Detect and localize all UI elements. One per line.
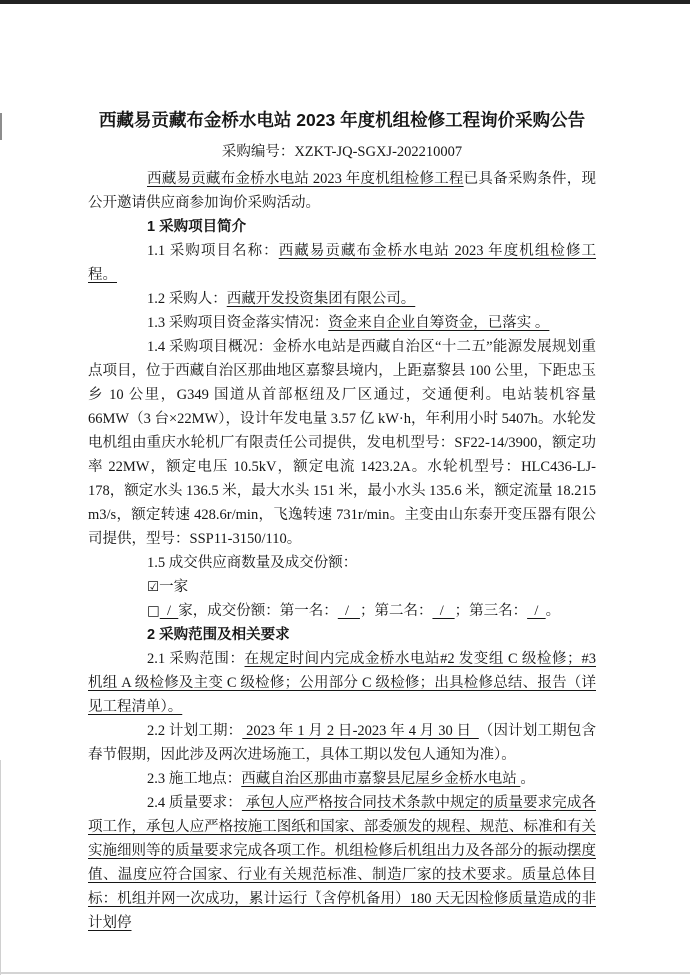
text-run: 西藏易贡藏布金桥水电站 2023 年度机组检修工程。: [88, 243, 597, 283]
text-run: 资金来自企业自筹资金，已落实 。: [328, 315, 550, 331]
item-1-4-project-overview: [88, 335, 596, 551]
option-one-supplier: [88, 575, 596, 599]
text-run: 2.3 施工地点：: [147, 771, 242, 787]
text-run: 2023 年 1 月 2 日-2023 年 4 月 30 日: [242, 723, 479, 739]
text-run: 1.5 成交供应商数量及成交份额：: [147, 555, 358, 571]
text-run: ；第三名：: [454, 603, 528, 619]
text-run: 已具备采购条件，现公开邀请供应商参加询价采购活动。: [88, 171, 597, 211]
option-multiple-suppliers: [88, 599, 596, 623]
item-1-3-funding: [88, 311, 596, 335]
scan-artifact-top-bar: [0, 0, 690, 4]
text-run: 。: [520, 771, 535, 787]
text-run: 西藏易贡藏布金桥水电站 2023 年度机组检修工程询价采购公告: [98, 110, 586, 130]
scan-artifact-left-hairline: [0, 760, 1, 975]
text-run: ；第二名：: [359, 603, 433, 619]
section-1-heading: [88, 215, 596, 239]
text-run: 一家: [159, 579, 189, 595]
item-2-4-quality: [88, 791, 596, 935]
text-run: 1.2 采购人：: [147, 291, 227, 307]
item-1-5-supplier-count: [88, 551, 596, 575]
intro-paragraph: [88, 167, 596, 215]
text-run: /: [337, 603, 360, 619]
item-2-3-location: [88, 767, 596, 791]
scan-artifact-bottom-line: [0, 972, 690, 974]
checkbox-unchecked-icon: □: [147, 603, 160, 619]
section-2-heading: [88, 623, 596, 647]
checkbox-checked-icon: ☑: [147, 579, 160, 595]
text-run: 2.4 质量要求：: [147, 795, 242, 811]
text-run: 1.4 采购项目概况：金桥水电站是西藏自治区“十二五”能源发展规划重点项目，位于西藏自治区那曲地区嘉黎县境内，上距嘉黎县 100 公里，下距忠玉乡 10 公里，G349 国道从首部枢纽及厂区通过，交通便利。电站装机容量 66MW（3 台×22MW），设计年发电量 3.57 亿 kW·h，年利用小时 5407h。水轮发电机组由重庆水轮机厂有限责任公司提供，发电机型号：SF22-14/3900，额定功率 22MW，额定电压 10.5kV，额定电流 1423.2A。水轮机型号：HLC436-LJ-178，额定水头 136.5 米，最大水头 151 米，最小水头 135.6 米，额定流量 18.215 m3/s，额定转速 428.6r/min，飞逸转速 731r/min。主变由山东泰开变压器有限公司提供，型号：SSP11-3150/110。: [88, 339, 596, 547]
text-run: 1.3 采购项目资金落实情况：: [147, 315, 329, 331]
item-1-1-project-name: [88, 239, 596, 287]
text-run: /: [432, 603, 455, 619]
item-2-1-scope: [88, 647, 596, 719]
item-2-2-schedule: [88, 719, 596, 767]
text-run: /: [159, 603, 179, 619]
text-run: 2.1 采购范围：: [147, 651, 245, 667]
text-run: 西藏开发投资集团有限公司。: [226, 291, 416, 307]
text-run: 采购编号：XZKT-JQ-SGXJ-202210007: [221, 144, 463, 160]
text-run: 。: [545, 603, 561, 619]
text-run: 2.2 计划工期：: [147, 723, 243, 739]
text-run: 承包人应严格按合同技术条款中规定的质量要求完成各项工作，承包人应严格按施工图纸和国家、部委颁发的规程、规范、标准和有关实施细则等的质量要求完成各项工作。机组检修后机组出力及各部分的振动摆度值、温度应符合国家、行业有关规范标准、制造厂家的技术要求。质量总体目标：机组并网一次成功，累计运行（含停机备用）180 天无因检修质量造成的非计划停: [88, 795, 596, 931]
doc-title: [88, 103, 596, 137]
scan-artifact-left-mark: [0, 113, 2, 140]
text-run: /: [527, 603, 546, 619]
text-run: （因计划工期包含春节假期，因此涉及两次进场施工，具体工期以发包人通知为准）。: [88, 723, 597, 763]
document-body: [88, 103, 596, 935]
text-run: 西藏易贡藏布金桥水电站 2023 年度机组检修工程: [147, 171, 464, 187]
text-run: 西藏自治区那曲市嘉黎县尼屋乡金桥水电站: [241, 771, 521, 787]
text-run: 1 采购项目简介: [147, 219, 247, 235]
text-run: 2 采购范围及相关要求: [147, 627, 290, 643]
item-1-2-purchaser: [88, 287, 596, 311]
text-run: 在规定时间内完成金桥水电站#2 发变组 C 级检修；#3 机组 A 级检修及主变 C 级检修；公用部分 C 级检修；出具检修总结、报告（详见工程清单）。: [88, 651, 597, 715]
text-run: 家，成交份额：第一名：: [178, 603, 338, 619]
procurement-number-line: [88, 137, 596, 167]
text-run: 1.1 采购项目名称：: [147, 243, 279, 259]
